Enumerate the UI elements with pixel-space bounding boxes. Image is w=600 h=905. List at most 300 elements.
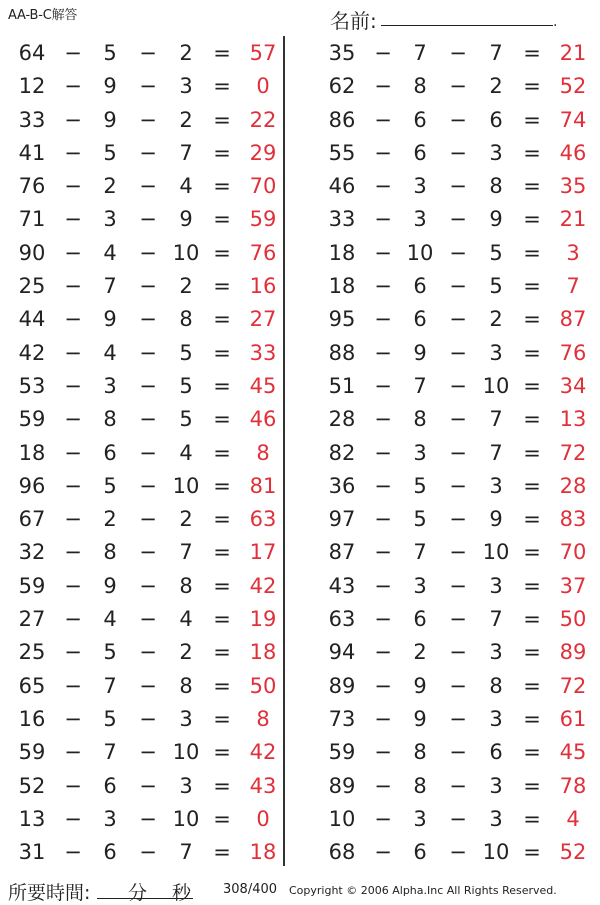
- problem-row: [310, 337, 587, 370]
- answer: 57: [249, 41, 277, 65]
- subtrahend-1: 9: [413, 340, 427, 365]
- minus-sign: −: [449, 706, 467, 731]
- answer: 21: [559, 207, 587, 232]
- problem-row: [0, 303, 277, 336]
- minuend: 32: [18, 540, 46, 565]
- minus-sign: −: [64, 673, 82, 698]
- minus-sign: −: [64, 573, 82, 598]
- minus-sign: −: [449, 573, 467, 598]
- subtrahend-2: 8: [179, 673, 193, 698]
- equals-sign: =: [213, 740, 231, 765]
- subtrahend-1: 6: [413, 607, 427, 632]
- problem-row: [310, 170, 587, 203]
- minus-sign: −: [139, 107, 157, 132]
- subtrahend-2: 2: [179, 507, 193, 532]
- problem-row: [0, 170, 277, 203]
- minuend: 87: [328, 540, 356, 565]
- subtrahend-2: 10: [482, 540, 510, 565]
- minus-sign: −: [449, 140, 467, 165]
- minus-sign: −: [374, 740, 392, 765]
- equals-sign: =: [213, 274, 231, 299]
- minus-sign: −: [139, 706, 157, 731]
- subtrahend-2: 6: [489, 740, 503, 765]
- minuend: 64: [18, 41, 46, 65]
- minus-sign: −: [64, 41, 82, 65]
- answer: 59: [249, 207, 277, 232]
- copyright-text: Copyright © 2006 Alpha.Inc All Rights Reserved.: [289, 884, 557, 897]
- equals-sign: =: [523, 607, 541, 632]
- minuend: 13: [18, 806, 46, 831]
- minus-sign: −: [64, 174, 82, 199]
- answer: 74: [559, 107, 587, 132]
- equals-sign: =: [213, 440, 231, 465]
- minus-sign: −: [374, 340, 392, 365]
- minus-sign: −: [139, 140, 157, 165]
- subtrahend-1: 6: [413, 840, 427, 865]
- problem-row: [0, 503, 277, 536]
- answer: 42: [249, 573, 277, 598]
- minuend: 59: [18, 573, 46, 598]
- minus-sign: −: [64, 607, 82, 632]
- minuend: 59: [18, 740, 46, 765]
- minus-sign: −: [449, 240, 467, 265]
- minus-sign: −: [449, 740, 467, 765]
- column-divider: [283, 36, 285, 866]
- subtrahend-2: 9: [489, 507, 503, 532]
- minus-sign: −: [374, 806, 392, 831]
- problem-row: [0, 703, 270, 736]
- subtrahend-1: 9: [103, 573, 117, 598]
- minus-sign: −: [374, 440, 392, 465]
- subtrahend-2: 7: [489, 407, 503, 432]
- equals-sign: =: [213, 207, 231, 232]
- problem-row: [0, 37, 277, 70]
- minuend: 18: [18, 440, 46, 465]
- subtrahend-1: 8: [413, 74, 427, 99]
- subtrahend-2: 8: [179, 307, 193, 332]
- subtrahend-2: 3: [489, 573, 503, 598]
- minuend: 89: [328, 773, 356, 798]
- answer: 16: [249, 274, 277, 299]
- minuend: 36: [328, 473, 356, 498]
- minus-sign: −: [139, 573, 157, 598]
- minus-sign: −: [449, 806, 467, 831]
- answer: 50: [559, 607, 587, 632]
- minuend: 89: [328, 673, 356, 698]
- minuend: 41: [18, 140, 46, 165]
- minus-sign: −: [374, 640, 392, 665]
- equals-sign: =: [523, 473, 541, 498]
- problem-row: [310, 270, 580, 303]
- problem-row: [310, 37, 587, 70]
- problem-row: [310, 370, 587, 403]
- problem-row: [0, 437, 270, 470]
- equals-sign: =: [213, 74, 231, 99]
- subtrahend-2: 8: [179, 573, 193, 598]
- equals-sign: =: [523, 174, 541, 199]
- subtrahend-2: 9: [489, 207, 503, 232]
- subtrahend-1: 2: [103, 174, 117, 199]
- minus-sign: −: [64, 473, 82, 498]
- answer: 72: [559, 673, 587, 698]
- minus-sign: −: [139, 407, 157, 432]
- minuend: 18: [328, 240, 356, 265]
- minus-sign: −: [139, 274, 157, 299]
- equals-sign: =: [523, 140, 541, 165]
- equals-sign: =: [213, 407, 231, 432]
- subtrahend-1: 3: [413, 573, 427, 598]
- problem-row: [0, 770, 277, 803]
- answer: 42: [249, 740, 277, 765]
- subtrahend-2: 5: [179, 407, 193, 432]
- minus-sign: −: [139, 41, 157, 65]
- subtrahend-1: 8: [103, 407, 117, 432]
- answer: 63: [249, 507, 277, 532]
- minus-sign: −: [449, 607, 467, 632]
- subtrahend-1: 5: [103, 706, 117, 731]
- subtrahend-2: 5: [489, 240, 503, 265]
- subtrahend-1: 6: [103, 840, 117, 865]
- minuend: 90: [18, 240, 46, 265]
- minuend: 63: [328, 607, 356, 632]
- problem-row: [310, 636, 587, 669]
- problem-row: [310, 536, 587, 569]
- subtrahend-1: 3: [103, 207, 117, 232]
- equals-sign: =: [523, 806, 541, 831]
- problem-row: [310, 570, 587, 603]
- subtrahend-1: 3: [413, 806, 427, 831]
- answer: 22: [249, 107, 277, 132]
- problem-row: [310, 104, 587, 137]
- subtrahend-2: 10: [482, 373, 510, 398]
- equals-sign: =: [523, 307, 541, 332]
- answer: 72: [559, 440, 587, 465]
- minus-sign: −: [139, 174, 157, 199]
- problem-row: [310, 703, 587, 736]
- equals-sign: =: [523, 240, 541, 265]
- problem-row: [310, 203, 587, 236]
- equals-sign: =: [213, 174, 231, 199]
- equals-sign: =: [213, 806, 231, 831]
- seconds-unit: 秒: [172, 882, 192, 904]
- subtrahend-1: 9: [103, 307, 117, 332]
- equals-sign: =: [523, 706, 541, 731]
- equals-sign: =: [523, 274, 541, 299]
- problem-row: [310, 437, 587, 470]
- minuend: 35: [328, 41, 356, 65]
- minuend: 68: [328, 840, 356, 865]
- minus-sign: −: [139, 773, 157, 798]
- answer: 33: [249, 340, 277, 365]
- minus-sign: −: [374, 140, 392, 165]
- minus-sign: −: [64, 373, 82, 398]
- minus-sign: −: [374, 473, 392, 498]
- answer: 61: [559, 706, 587, 731]
- answer: 81: [249, 473, 277, 498]
- minuend: 43: [328, 573, 356, 598]
- subtrahend-2: 10: [172, 240, 200, 265]
- problem-row: [310, 736, 587, 769]
- equals-sign: =: [213, 706, 231, 731]
- problem-row: [0, 337, 277, 370]
- minuend: 52: [18, 773, 46, 798]
- equals-sign: =: [213, 41, 231, 65]
- minus-sign: −: [64, 307, 82, 332]
- problem-row: [310, 503, 587, 536]
- equals-sign: =: [213, 340, 231, 365]
- subtrahend-1: 5: [103, 640, 117, 665]
- minus-sign: −: [64, 840, 82, 865]
- equals-sign: =: [523, 407, 541, 432]
- minus-sign: −: [374, 407, 392, 432]
- minus-sign: −: [139, 806, 157, 831]
- minus-sign: −: [64, 640, 82, 665]
- minus-sign: −: [449, 840, 467, 865]
- subtrahend-2: 3: [489, 340, 503, 365]
- minus-sign: −: [374, 706, 392, 731]
- equals-sign: =: [213, 240, 231, 265]
- minus-sign: −: [64, 107, 82, 132]
- subtrahend-2: 2: [489, 74, 503, 99]
- answer: 34: [559, 373, 587, 398]
- subtrahend-1: 6: [413, 107, 427, 132]
- subtrahend-1: 7: [103, 673, 117, 698]
- name-label: 名前:: [330, 9, 377, 33]
- right-problem-column: [310, 37, 587, 869]
- minuend: 88: [328, 340, 356, 365]
- problem-row: [310, 403, 587, 436]
- subtrahend-2: 7: [489, 41, 503, 65]
- answer: 4: [566, 806, 580, 831]
- subtrahend-2: 7: [179, 140, 193, 165]
- equals-sign: =: [213, 607, 231, 632]
- minuend: 71: [18, 207, 46, 232]
- minuend: 31: [18, 840, 46, 865]
- subtrahend-1: 5: [103, 41, 117, 65]
- answer: 17: [249, 540, 277, 565]
- subtrahend-1: 8: [103, 540, 117, 565]
- subtrahend-1: 8: [413, 740, 427, 765]
- minus-sign: −: [64, 340, 82, 365]
- subtrahend-1: 4: [103, 240, 117, 265]
- subtrahend-2: 5: [179, 373, 193, 398]
- answer: 0: [256, 806, 270, 831]
- minuend: 25: [18, 274, 46, 299]
- minuend: 28: [328, 407, 356, 432]
- minus-sign: −: [449, 407, 467, 432]
- minuend: 94: [328, 640, 356, 665]
- subtrahend-1: 8: [413, 773, 427, 798]
- subtrahend-1: 4: [103, 607, 117, 632]
- minus-sign: −: [374, 373, 392, 398]
- minuend: 33: [18, 107, 46, 132]
- answer: 18: [249, 840, 277, 865]
- minus-sign: −: [449, 473, 467, 498]
- answer: 28: [559, 473, 587, 498]
- subtrahend-2: 7: [489, 607, 503, 632]
- equals-sign: =: [523, 74, 541, 99]
- problem-row: [0, 536, 277, 569]
- problem-row: [310, 770, 587, 803]
- minus-sign: −: [449, 640, 467, 665]
- equals-sign: =: [213, 373, 231, 398]
- equals-sign: =: [523, 41, 541, 65]
- problem-row: [0, 237, 277, 270]
- problem-row: [0, 670, 277, 703]
- subtrahend-1: 6: [413, 140, 427, 165]
- subtrahend-2: 10: [172, 740, 200, 765]
- minus-sign: −: [374, 107, 392, 132]
- problem-row: [0, 203, 277, 236]
- answer: 89: [559, 640, 587, 665]
- minuend: 59: [328, 740, 356, 765]
- minus-sign: −: [374, 840, 392, 865]
- problem-row: [0, 736, 277, 769]
- answer: 50: [249, 673, 277, 698]
- subtrahend-2: 4: [179, 440, 193, 465]
- problem-row: [0, 137, 277, 170]
- minus-sign: −: [139, 840, 157, 865]
- problem-row: [0, 403, 277, 436]
- minuend: 86: [328, 107, 356, 132]
- equals-sign: =: [213, 107, 231, 132]
- problem-row: [310, 303, 587, 336]
- minuend: 73: [328, 706, 356, 731]
- minus-sign: −: [374, 41, 392, 65]
- answer: 78: [559, 773, 587, 798]
- problem-row: [0, 836, 277, 869]
- minuend: 46: [328, 174, 356, 199]
- minus-sign: −: [64, 407, 82, 432]
- minus-sign: −: [374, 74, 392, 99]
- minus-sign: −: [139, 740, 157, 765]
- subtrahend-2: 9: [179, 207, 193, 232]
- minus-sign: −: [139, 74, 157, 99]
- minus-sign: −: [64, 540, 82, 565]
- minus-sign: −: [64, 440, 82, 465]
- subtrahend-2: 2: [179, 274, 193, 299]
- problem-row: [310, 670, 587, 703]
- minus-sign: −: [64, 740, 82, 765]
- minus-sign: −: [374, 274, 392, 299]
- minuend: 18: [328, 274, 356, 299]
- subtrahend-1: 3: [103, 806, 117, 831]
- subtrahend-1: 3: [413, 440, 427, 465]
- subtrahend-1: 6: [413, 307, 427, 332]
- sheet-code: AA-B-C解答: [8, 8, 78, 23]
- minus-sign: −: [139, 473, 157, 498]
- minus-sign: −: [374, 174, 392, 199]
- minus-sign: −: [449, 540, 467, 565]
- problem-row: [310, 470, 587, 503]
- minuend: 96: [18, 473, 46, 498]
- minuend: 82: [328, 440, 356, 465]
- page-number: 308/400: [223, 882, 278, 897]
- minuend: 76: [18, 174, 46, 199]
- subtrahend-1: 2: [413, 640, 427, 665]
- subtrahend-1: 7: [103, 740, 117, 765]
- subtrahend-1: 2: [103, 507, 117, 532]
- minus-sign: −: [64, 140, 82, 165]
- answer: 52: [559, 840, 587, 865]
- problem-row: [0, 370, 277, 403]
- answer: 87: [559, 307, 587, 332]
- answer: 83: [559, 507, 587, 532]
- answer: 7: [566, 274, 580, 299]
- equals-sign: =: [523, 673, 541, 698]
- minus-sign: −: [449, 274, 467, 299]
- answer: 37: [559, 573, 587, 598]
- minuend: 33: [328, 207, 356, 232]
- subtrahend-2: 3: [489, 640, 503, 665]
- subtrahend-1: 5: [413, 507, 427, 532]
- answer: 0: [256, 74, 270, 99]
- minus-sign: −: [449, 41, 467, 65]
- name-blank-line: [381, 25, 553, 26]
- problem-row: [310, 836, 587, 869]
- subtrahend-1: 3: [103, 373, 117, 398]
- minus-sign: −: [64, 74, 82, 99]
- answer: 27: [249, 307, 277, 332]
- minuend: 53: [18, 373, 46, 398]
- problem-row: [0, 270, 277, 303]
- answer: 3: [566, 240, 580, 265]
- subtrahend-1: 9: [103, 107, 117, 132]
- minuend: 55: [328, 140, 356, 165]
- minus-sign: −: [449, 773, 467, 798]
- minus-sign: −: [449, 507, 467, 532]
- problem-row: [0, 636, 277, 669]
- problem-row: [310, 237, 580, 270]
- name-suffix: .: [553, 14, 558, 30]
- equals-sign: =: [213, 140, 231, 165]
- problem-row: [0, 803, 270, 836]
- equals-sign: =: [523, 640, 541, 665]
- minus-sign: −: [449, 107, 467, 132]
- answer: 35: [559, 174, 587, 199]
- minus-sign: −: [139, 607, 157, 632]
- minus-sign: −: [139, 340, 157, 365]
- minuend: 44: [18, 307, 46, 332]
- answer: 45: [249, 373, 277, 398]
- problem-row: [0, 70, 270, 103]
- minuend: 67: [18, 507, 46, 532]
- answer: 45: [559, 740, 587, 765]
- subtrahend-2: 3: [489, 806, 503, 831]
- subtrahend-2: 3: [489, 773, 503, 798]
- answer: 70: [559, 540, 587, 565]
- minuend: 42: [18, 340, 46, 365]
- problem-row: [310, 803, 580, 836]
- answer: 76: [559, 340, 587, 365]
- minuend: 97: [328, 507, 356, 532]
- subtrahend-1: 4: [103, 340, 117, 365]
- subtrahend-1: 7: [103, 274, 117, 299]
- minus-sign: −: [374, 540, 392, 565]
- subtrahend-1: 7: [413, 41, 427, 65]
- time-label: 所要時間:: [8, 882, 91, 904]
- minus-sign: −: [449, 174, 467, 199]
- subtrahend-2: 8: [489, 673, 503, 698]
- equals-sign: =: [523, 373, 541, 398]
- answer: 8: [256, 440, 270, 465]
- minuend: 65: [18, 673, 46, 698]
- minus-sign: −: [64, 706, 82, 731]
- equals-sign: =: [523, 840, 541, 865]
- subtrahend-2: 3: [489, 473, 503, 498]
- minuend: 16: [18, 706, 46, 731]
- minus-sign: −: [139, 440, 157, 465]
